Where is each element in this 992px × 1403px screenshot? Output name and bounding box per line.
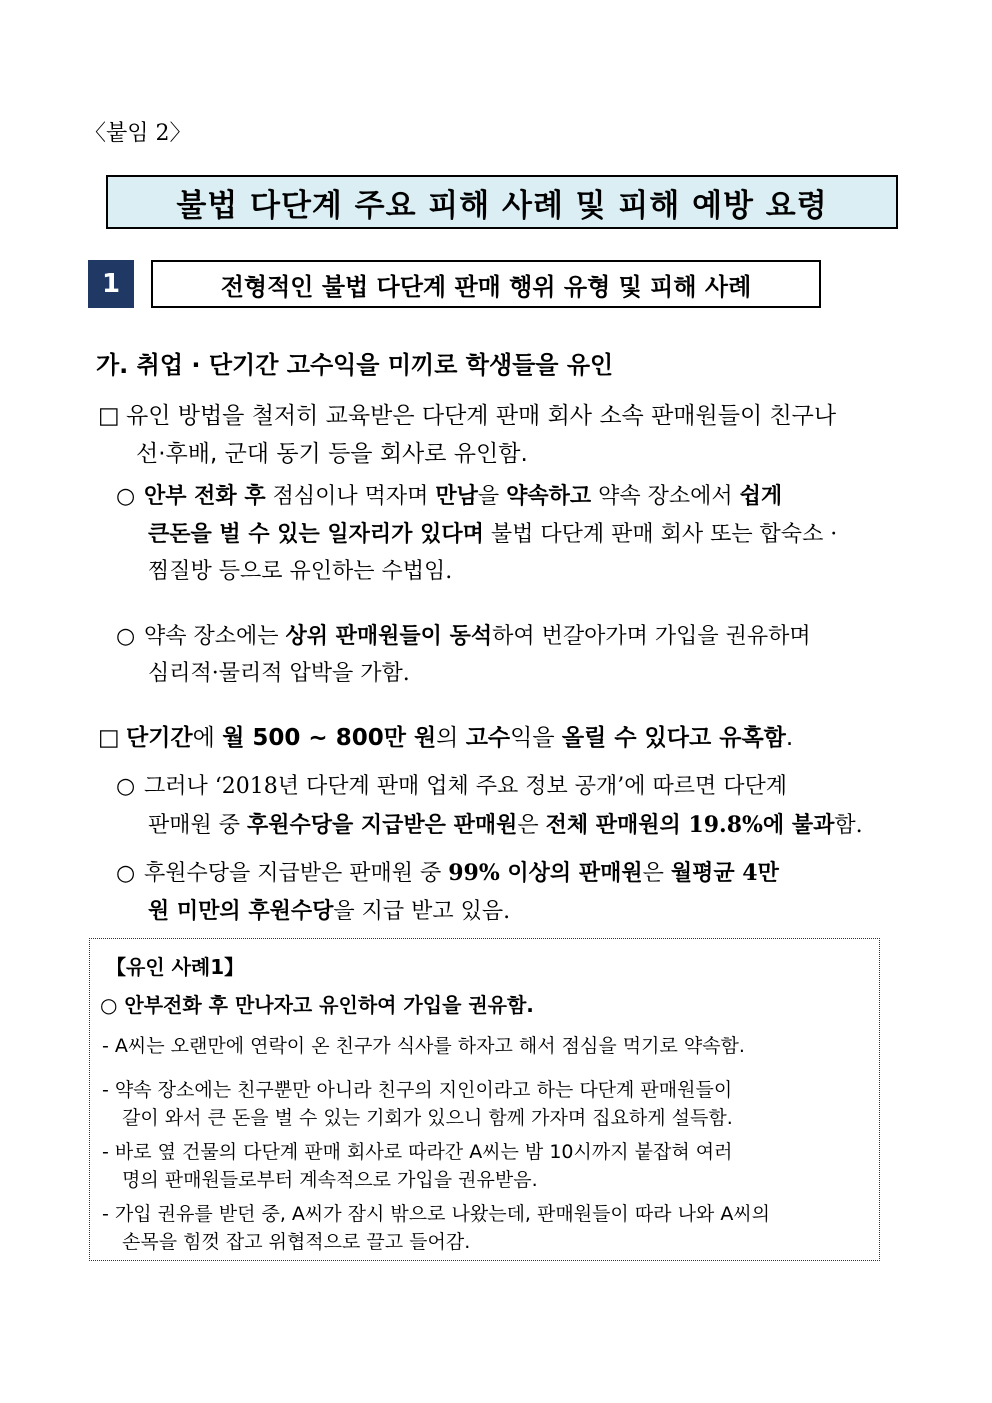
case-1-item-cont: 갈이 와서 큰 돈을 벌 수 있는 기회가 있으니 함께 가자며 집요하게 설득함.	[122, 1107, 733, 1129]
text: 불법 다단계 판매 회사 또는 합숙소 ·	[483, 522, 838, 547]
circle-1-line-1	[116, 477, 782, 516]
circle-1-line-3: 찜질방 등으로 유인하는 수법임.	[148, 559, 453, 584]
emphasis: 올릴 수 있다고 유혹함	[561, 725, 786, 751]
emphasis: 쉽게	[739, 483, 783, 509]
square-bullet-icon: □	[98, 725, 120, 751]
emphasis: 큰돈을 벌 수 있는 일자리가 있다며	[148, 521, 484, 547]
bullet-1-text-1: 유인 방법을 철저히 교육받은 다단계 판매 회사 소속 판매원들이 친구나	[126, 403, 837, 429]
circle-4-line-1	[116, 854, 779, 893]
text: 하여 번갈아가며 가입을 권유하며	[492, 624, 811, 649]
attachment-label: 〈붙임 2〉	[84, 121, 192, 146]
text: 은	[642, 861, 671, 886]
circle-3-line-2	[148, 806, 863, 845]
text: 약속 장소에는	[144, 624, 286, 649]
case-1-item: - A씨는 오랜만에 연락이 온 친구가 식사를 하자고 해서 점심을 먹기로 약속함.	[102, 1035, 745, 1057]
emphasis: 안부 전화 후	[144, 483, 266, 509]
case-1-item: - 바로 옆 건물의 다단계 판매 회사로 따라간 A씨는 밤 10시까지 붙잡혀 여러	[102, 1141, 733, 1163]
text: 을 지급 받고 있음.	[333, 899, 511, 924]
bullet-2-line	[98, 719, 793, 757]
circle-bullet-icon: ○	[116, 624, 136, 649]
case-1-box	[89, 938, 880, 1261]
text: 그러나 ‘2018년 다단계 판매 업체 주요 정보 공개’에 따르면 다단계	[144, 774, 787, 799]
emphasis: 고수	[465, 725, 511, 751]
text: 함.	[834, 813, 863, 838]
bullet-1-line-2: 선·후배, 군대 동기 등을 회사로 유인함.	[136, 441, 528, 467]
circle-3-line-1	[116, 768, 787, 806]
text: 후원수당을 지급받은 판매원 중	[144, 861, 449, 886]
emphasis: 전체 판매원의 19.8%에 불과	[545, 812, 835, 838]
text: 에	[192, 725, 223, 751]
emphasis: 후원수당을 지급받은 판매원	[247, 812, 518, 838]
section-title: 전형적인 불법 다단계 판매 행위 유형 및 피해 사례	[151, 260, 821, 308]
circle-1-line-2	[148, 515, 837, 554]
emphasis: 만남	[435, 483, 478, 509]
case-1-heading: 【유인 사례1】	[106, 955, 245, 979]
emphasis: 단기간	[126, 725, 193, 751]
section-number: 1	[88, 260, 134, 308]
circle-2-line-2: 심리적·물리적 압박을 가함.	[148, 661, 410, 686]
text: .	[785, 725, 794, 751]
emphasis: 월평균 4만	[670, 860, 779, 886]
emphasis: 월 500 ~ 800만 원	[222, 725, 437, 751]
circle-bullet-icon: ○	[116, 861, 136, 886]
circle-2-line-1	[116, 617, 811, 656]
case-1-item-cont: 명의 판매원들로부터 계속적으로 가입을 권유받음.	[122, 1169, 538, 1191]
subsection-title: 가. 취업 · 단기간 고수익을 미끼로 학생들을 유인	[96, 351, 614, 379]
text: 약속 장소에서	[591, 484, 740, 509]
emphasis: 99% 이상의 판매원	[448, 860, 643, 886]
circle-bullet-icon: ○	[116, 484, 136, 509]
emphasis: 원 미만의 후원수당	[148, 898, 334, 924]
case-1-item: - 약속 장소에는 친구뿐만 아니라 친구의 지인이라고 하는 다단계 판매원들이	[102, 1079, 733, 1101]
case-1-item: - 가입 권유를 받던 중, A씨가 잠시 밖으로 나왔는데, 판매원들이 따라 나와 A씨의	[102, 1203, 771, 1225]
emphasis: 상위 판매원들이 동석	[285, 623, 493, 649]
square-bullet-icon: □	[98, 403, 120, 429]
text: 을	[477, 484, 507, 509]
text: 익을	[510, 725, 562, 751]
circle-bullet-icon: ○	[116, 774, 136, 799]
text: 은	[517, 813, 546, 838]
text: 의	[436, 725, 466, 751]
emphasis: 약속하고	[506, 483, 592, 509]
main-title: 불법 다단계 주요 피해 사례 및 피해 예방 요령	[106, 175, 898, 229]
bullet-1-line-1	[98, 397, 836, 435]
case-1-summary: ○ 안부전화 후 만나자고 유인하여 가입을 권유함.	[100, 993, 534, 1017]
case-1-item-cont: 손목을 힘껏 잡고 위협적으로 끌고 들어감.	[122, 1231, 471, 1253]
text: 점심이나 먹자며	[265, 484, 436, 509]
text: 판매원 중	[148, 813, 247, 838]
circle-4-line-2	[148, 892, 510, 931]
